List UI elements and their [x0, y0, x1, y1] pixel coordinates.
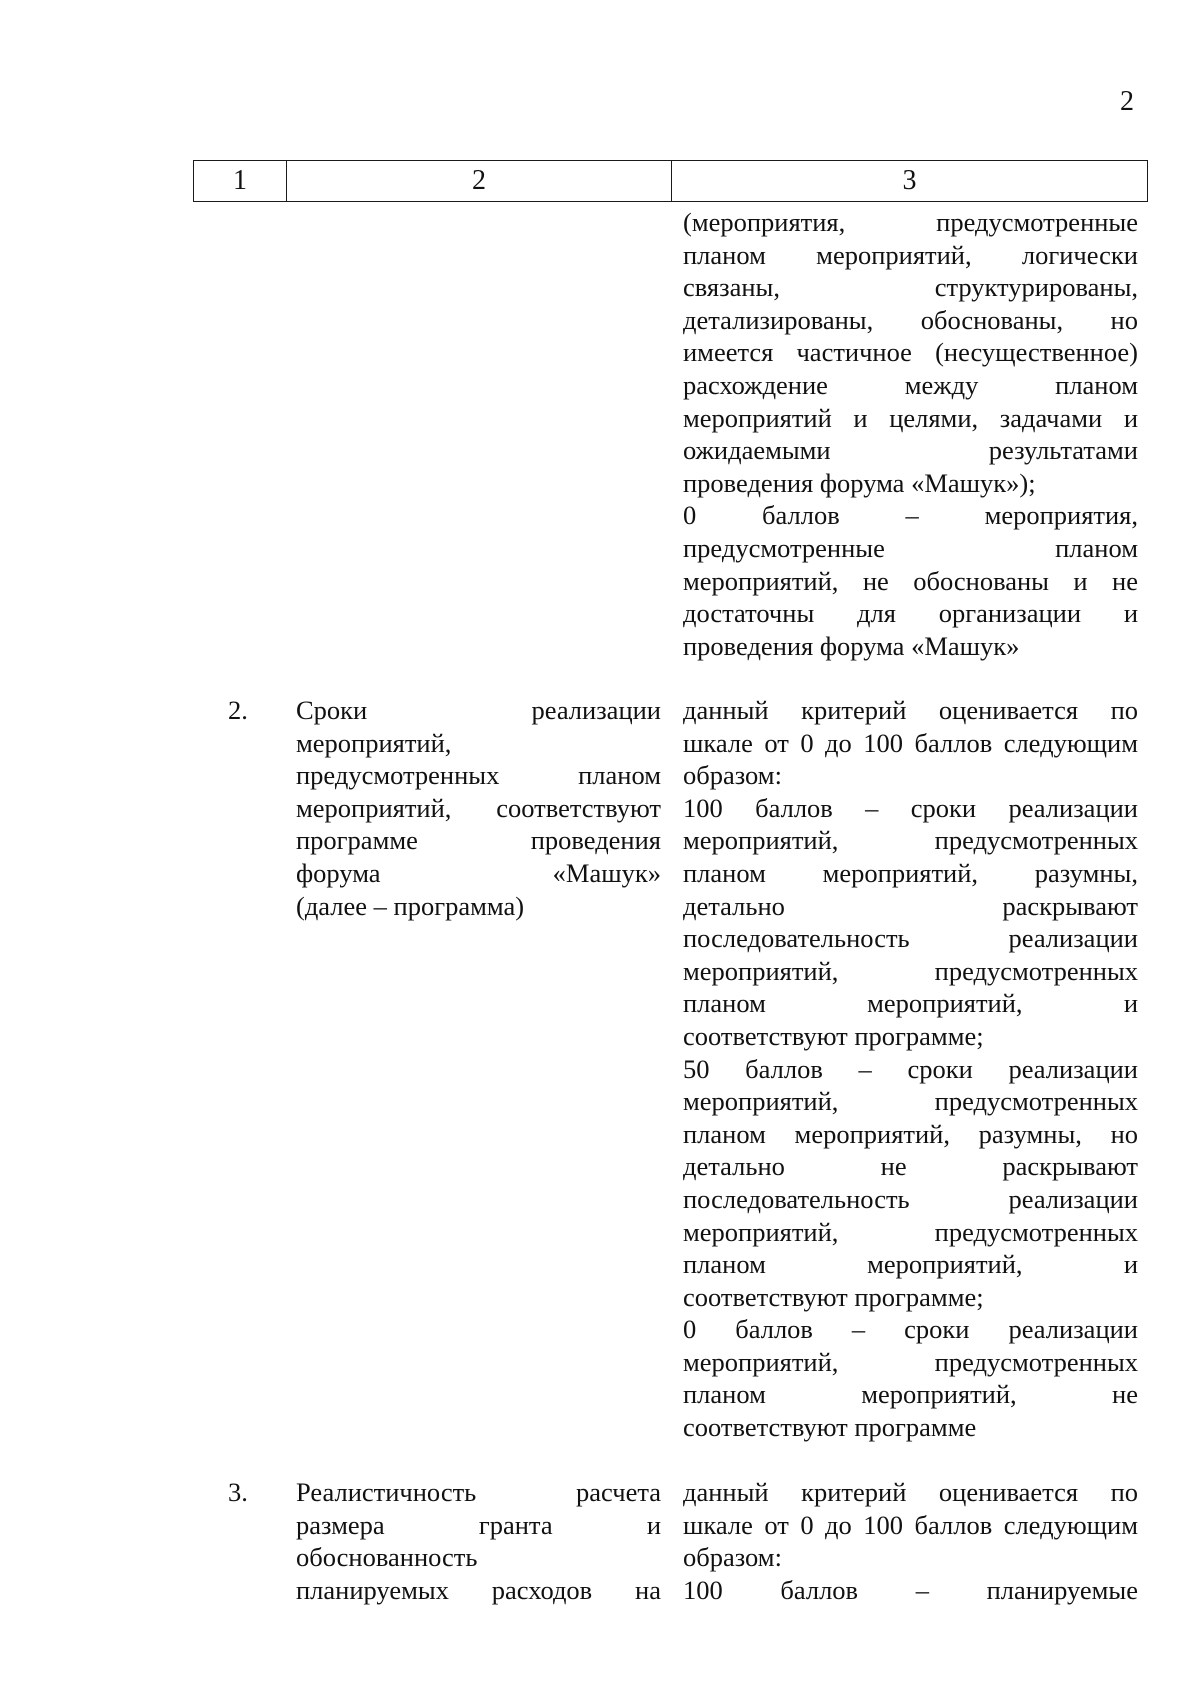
text-line: (мероприятия, предусмотренные: [683, 207, 1138, 237]
text-line: мероприятий, предусмотренных: [683, 1086, 1138, 1117]
text-line: расхождение между планом: [683, 369, 1138, 400]
text-line: ожидаемыми результатами: [683, 435, 1138, 466]
text-line: предусмотренные планом: [683, 532, 1138, 563]
text-line: мероприятий и целями, задачами и: [683, 402, 1138, 433]
text-line: 0 баллов – мероприятия,: [683, 500, 1138, 531]
text-line: 50 баллов – сроки реализации: [683, 1053, 1138, 1084]
text-line: соответствуют программе;: [683, 1281, 984, 1312]
text-line: Реалистичность расчета: [296, 1477, 661, 1507]
header-cell-3: 3: [672, 161, 1148, 202]
text-line: форума «Машук»: [296, 857, 661, 888]
text-line: образом:: [683, 760, 782, 791]
text-line: размера гранта и: [296, 1509, 661, 1540]
criterion-2-name: [296, 694, 661, 922]
text-line: проведения форума «Машук»);: [683, 467, 1036, 498]
text-line: (далее – программа): [296, 890, 525, 921]
text-line: имеется частичное (несущественное): [683, 337, 1138, 368]
text-line: шкале от 0 до 100 баллов следующим: [683, 1509, 1138, 1540]
criterion-3-scoring: [683, 1476, 1138, 1606]
header-cell-2: 2: [287, 161, 672, 202]
text-line: 0 баллов – сроки реализации: [683, 1314, 1138, 1345]
text-line: детально раскрывают: [683, 890, 1138, 921]
text-line: мероприятий, не обоснованы и не: [683, 565, 1138, 596]
text-line: мероприятий, предусмотренных: [683, 955, 1138, 986]
text-line: данный критерий оценивается по: [683, 695, 1138, 725]
page-number: 2: [1120, 86, 1134, 117]
text-line: планом мероприятий, и: [683, 988, 1138, 1019]
text-line: детально не раскрывают: [683, 1151, 1138, 1182]
row-number: 2.: [228, 695, 248, 725]
text-line: последовательность реализации: [683, 923, 1138, 954]
text-line: мероприятий, соответствуют: [296, 792, 661, 823]
text-line: проведения форума «Машук»: [683, 630, 1020, 661]
text-line: планом мероприятий, разумны, но: [683, 1118, 1138, 1149]
text-line: мероприятий, предусмотренных: [683, 1216, 1138, 1247]
text-line: предусмотренных планом: [296, 760, 661, 791]
text-line: связаны, структурированы,: [683, 272, 1138, 303]
criterion-3-name: [296, 1476, 661, 1606]
text-line: Сроки реализации: [296, 695, 661, 725]
continuation-col3: [683, 206, 1138, 662]
text-line: достаточны для организации и: [683, 598, 1138, 629]
text-line: планируемых расходов на: [296, 1574, 661, 1605]
text-line: данный критерий оценивается по: [683, 1477, 1138, 1507]
text-line: мероприятий,: [296, 727, 452, 758]
text-line: 100 баллов – сроки реализации: [683, 792, 1138, 823]
criterion-2-scoring: [683, 694, 1138, 1444]
text-line: 100 баллов – планируемые: [683, 1574, 1138, 1605]
text-line: планом мероприятий, логически: [683, 239, 1138, 270]
header-cell-1: 1: [194, 161, 287, 202]
text-line: планом мероприятий, не: [683, 1379, 1138, 1410]
text-line: обоснованность: [296, 1542, 478, 1573]
text-line: шкале от 0 до 100 баллов следующим: [683, 727, 1138, 758]
text-line: последовательность реализации: [683, 1183, 1138, 1214]
row-number: 3.: [228, 1477, 248, 1507]
text-line: детализированы, обоснованы, но: [683, 304, 1138, 335]
text-line: образом:: [683, 1542, 782, 1573]
text-line: мероприятий, предусмотренных: [683, 825, 1138, 856]
text-line: планом мероприятий, и: [683, 1249, 1138, 1280]
text-line: соответствуют программе;: [683, 1020, 984, 1051]
text-line: планом мероприятий, разумны,: [683, 857, 1138, 888]
text-line: программе проведения: [296, 825, 661, 856]
text-line: мероприятий, предусмотренных: [683, 1346, 1138, 1377]
text-line: соответствуют программе: [683, 1412, 977, 1443]
table-header: [193, 160, 1148, 202]
